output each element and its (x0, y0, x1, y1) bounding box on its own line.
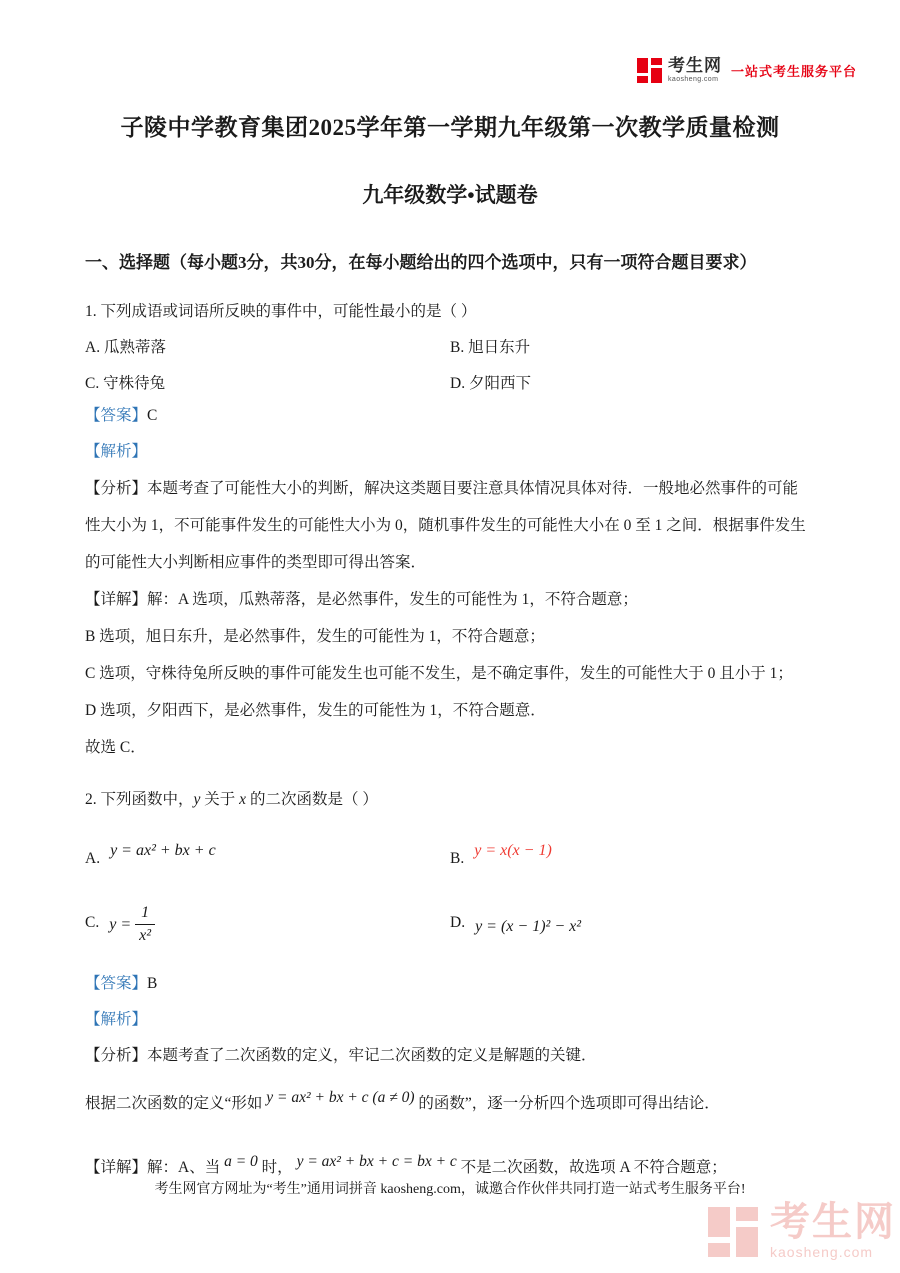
q2-option-c: C. y = $\frac{1}{\text{x²}}$ (85, 886, 450, 946)
q2-formula-b: y = x(x − 1) (474, 842, 552, 859)
q1-detail (85, 581, 815, 766)
q1-analysis (85, 470, 815, 581)
q1-analysis-line: 性大小为 1，不可能事件发生的可能性大小为 0，随机事件发生的可能性大小在 0 至 1 之间．根据事件发生 (85, 517, 806, 534)
q1-option-d: D. 夕阳西下 (450, 375, 531, 392)
q2-analysis-line2: 根据二次函数的定义“形如 y = ax² + bx + c (a ≠ 0) 的函数”，逐一分析四个选项即可得出结论． (85, 1089, 720, 1112)
brand-domain: kaosheng.com (668, 76, 719, 83)
kaosheng-logo-icon (636, 56, 664, 84)
kaosheng-watermark (706, 1202, 896, 1259)
q1-option-b: B. 旭日东升 (450, 339, 531, 356)
q2-answer-label: 【答案】 (85, 975, 148, 992)
q1-option-a: A. 瓜熟蒂落 (85, 339, 166, 356)
q2-option-d: D. y = (x − 1)² − x² (450, 886, 815, 946)
q1-answer-label: 【答案】 (85, 407, 148, 424)
q2-analysis-line1: 【分析】本题考查了二次函数的定义，牢记二次函数的定义是解题的关键． (85, 1047, 597, 1064)
q2-formula-a: y = ax² + bx + c (110, 842, 216, 859)
q1-detail-line: B 选项，旭日东升，是必然事件，发生的可能性为 1，不符合题意； (85, 628, 545, 645)
brand-tagline: 一站式考生服务平台 (731, 63, 858, 79)
fraction: $\frac{1}{\text{x²}}$ (135, 903, 155, 946)
q2-detail-line: 【详解】解：A、当 a = 0 时， y = ax² + bx + c = bx + c 不是二次函数，故选项 A 不符合题意； (85, 1153, 727, 1176)
kaosheng-logo (636, 56, 857, 84)
q1-detail-line: D 选项，夕阳西下，是必然事件，发生的可能性为 1，不符合题意． (85, 702, 546, 719)
q1-stem: 1. 下列成语或词语所反映的事件中，可能性最小的是（ ） (85, 303, 477, 320)
exam-title: 子陵中学教育集团2025学年第一学期九年级第一次教学质量检测 (120, 115, 780, 140)
q2-answer-value: B (147, 975, 158, 992)
q2-formula-c: y = $\frac{1}{\text{x²}}$ (109, 903, 155, 946)
q1-analysis-line: 【分析】本题考查了可能性大小的判断，解决这类题目要注意具体情况具体对待．一般地必然事件的可能 (85, 480, 799, 497)
math-var-y: y (193, 791, 201, 808)
question-2 (85, 788, 815, 1188)
q1-detail-line: 故选 C． (85, 739, 146, 756)
watermark-domain: kaosheng.com (770, 1244, 874, 1260)
exam-subtitle: 九年级数学•试题卷 (362, 183, 538, 207)
q2-detail-math1: a = 0 (224, 1153, 258, 1170)
q1-jiexi-label: 【解析】 (85, 443, 148, 460)
q1-detail-line: C 选项，守株待兔所反映的事件可能发生也可能不发生，是不确定事件，发生的可能性大于 0 且小于 1； (85, 665, 793, 682)
section1-heading: 一、选择题（每小题3分，共30分，在每小题给出的四个选项中，只有一项符合题目要求） (85, 253, 757, 272)
kaosheng-watermark-icon (706, 1203, 762, 1259)
math-var-x: x (239, 791, 247, 808)
q2-jiexi-label: 【解析】 (85, 1011, 148, 1028)
q1-answer-value: C (147, 407, 158, 424)
q2-stem: 2. 下列函数中，y 关于 x 的二次函数是（ ） (85, 791, 378, 808)
q1-detail-line: 【详解】解：A 选项，瓜熟蒂落，是必然事件，发生的可能性为 1，不符合题意； (85, 591, 638, 608)
question-1 (85, 300, 815, 766)
q2-formula-d: y = (x − 1)² − x² (475, 918, 582, 935)
q2-detail-math2: y = ax² + bx + c = bx + c (296, 1153, 457, 1170)
q2-definition-formula: y = ax² + bx + c (a ≠ 0) (266, 1089, 415, 1106)
q2-option-a: A. y = ax² + bx + c (85, 828, 450, 870)
brand-name: 考生网 (668, 56, 722, 75)
q1-option-c: C. 守株待兔 (85, 375, 166, 392)
footer-text: 考生网官方网址为“考生”通用词拼音 kaosheng.com，诚邀合作伙伴共同打造一站式考生服务平台! (154, 1182, 746, 1197)
q2-option-b: B. y = x(x − 1) (450, 828, 815, 870)
q1-analysis-line: 的可能性大小判断相应事件的类型即可得出答案． (85, 554, 427, 571)
watermark-brand: 考生网 (770, 1200, 896, 1244)
